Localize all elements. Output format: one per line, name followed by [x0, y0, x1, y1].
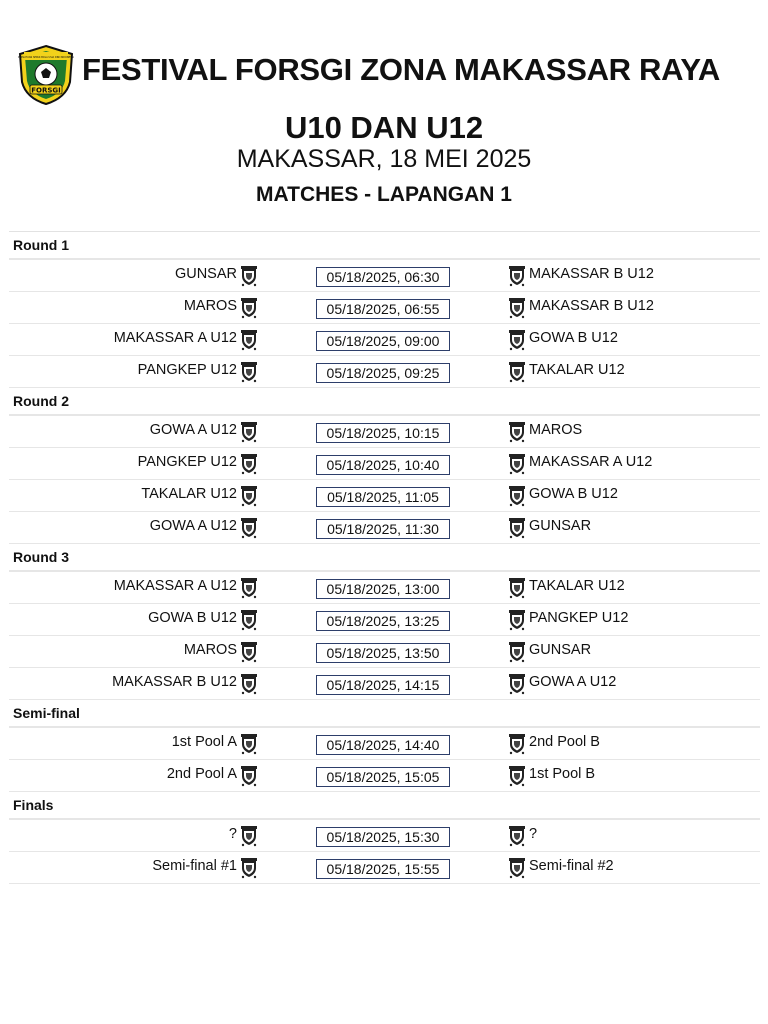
home-team: ? — [228, 826, 237, 842]
team-crest-icon — [239, 825, 259, 847]
home-team: MAROS — [183, 298, 237, 314]
home-team: 2nd Pool A — [166, 766, 237, 782]
team-crest-icon — [239, 577, 259, 599]
away-team: MAKASSAR B U12 — [529, 266, 654, 282]
away-team: GOWA B U12 — [529, 330, 618, 346]
away-team: MAKASSAR A U12 — [529, 454, 653, 470]
home-team: 1st Pool A — [171, 734, 237, 750]
match-row — [9, 416, 760, 448]
match-row — [9, 820, 760, 852]
away-team: GUNSAR — [529, 518, 592, 534]
team-crest-icon — [239, 421, 259, 443]
away-team: TAKALAR U12 — [529, 362, 625, 378]
team-crest-icon — [507, 517, 527, 539]
team-crest-icon — [239, 733, 259, 755]
team-crest-icon — [507, 733, 527, 755]
home-team: PANGKEP U12 — [137, 362, 237, 378]
away-team: GOWA B U12 — [529, 486, 618, 502]
match-row — [9, 448, 760, 480]
team-crest-icon — [239, 361, 259, 383]
match-time: 05/18/2025, 10:40 — [316, 455, 450, 475]
team-crest-icon — [507, 297, 527, 319]
city-date: MAKASSAR, 18 MEI 2025 — [236, 145, 532, 173]
team-crest-icon — [507, 453, 527, 475]
logo-forsgi-text: FORSGI — [31, 86, 61, 95]
match-row — [9, 728, 760, 760]
round-header: Round 1 — [9, 232, 760, 260]
match-row — [9, 572, 760, 604]
team-crest-icon — [239, 673, 259, 695]
document-subtitle: U10 DAN U12 — [284, 110, 484, 145]
match-time: 05/18/2025, 14:15 — [316, 675, 450, 695]
team-crest-icon — [239, 857, 259, 879]
away-team: Semi-final #2 — [529, 858, 614, 874]
match-schedule — [9, 231, 760, 884]
team-crest-icon — [507, 265, 527, 287]
team-crest-icon — [239, 609, 259, 631]
match-time: 05/18/2025, 06:55 — [316, 299, 450, 319]
away-team: ? — [529, 826, 538, 842]
match-row — [9, 760, 760, 792]
document-header — [0, 0, 768, 226]
home-team: PANGKEP U12 — [137, 454, 237, 470]
round-header: Round 2 — [9, 388, 760, 416]
match-time: 05/18/2025, 11:05 — [316, 487, 450, 507]
team-crest-icon — [507, 421, 527, 443]
home-team: GOWA A U12 — [149, 422, 237, 438]
forsgi-logo — [16, 44, 76, 106]
home-team: MAKASSAR B U12 — [112, 674, 237, 690]
match-row — [9, 356, 760, 388]
match-row — [9, 324, 760, 356]
match-time: 05/18/2025, 13:50 — [316, 643, 450, 663]
team-crest-icon — [507, 609, 527, 631]
team-crest-icon — [507, 485, 527, 507]
away-team: GUNSAR — [529, 642, 592, 658]
match-row — [9, 636, 760, 668]
home-team: TAKALAR U12 — [141, 486, 237, 502]
team-crest-icon — [507, 329, 527, 351]
home-team: GUNSAR — [174, 266, 237, 282]
team-crest-icon — [507, 825, 527, 847]
match-time: 05/18/2025, 09:25 — [316, 363, 450, 383]
away-team: TAKALAR U12 — [529, 578, 625, 594]
team-crest-icon — [507, 765, 527, 787]
match-row — [9, 668, 760, 700]
match-row — [9, 260, 760, 292]
home-team: GOWA A U12 — [149, 518, 237, 534]
match-time: 05/18/2025, 09:00 — [316, 331, 450, 351]
round-header: Semi-final — [9, 700, 760, 728]
match-row — [9, 852, 760, 884]
round-header: Finals — [9, 792, 760, 820]
match-row — [9, 604, 760, 636]
matches-title: MATCHES - LAPANGAN 1 — [256, 183, 512, 206]
match-row — [9, 480, 760, 512]
team-crest-icon — [239, 517, 259, 539]
team-crest-icon — [507, 673, 527, 695]
team-crest-icon — [239, 329, 259, 351]
round-header: Round 3 — [9, 544, 760, 572]
team-crest-icon — [507, 361, 527, 383]
team-crest-icon — [239, 641, 259, 663]
match-time: 05/18/2025, 10:15 — [316, 423, 450, 443]
match-time: 05/18/2025, 13:00 — [316, 579, 450, 599]
team-crest-icon — [507, 641, 527, 663]
away-team: MAROS — [529, 422, 583, 438]
match-time: 05/18/2025, 14:40 — [316, 735, 450, 755]
match-time: 05/18/2025, 15:05 — [316, 767, 450, 787]
match-time: 05/18/2025, 15:55 — [316, 859, 450, 879]
team-crest-icon — [239, 453, 259, 475]
team-crest-icon — [239, 765, 259, 787]
home-team: GOWA B U12 — [148, 610, 237, 626]
match-time: 05/18/2025, 13:25 — [316, 611, 450, 631]
away-team: PANGKEP U12 — [529, 610, 629, 626]
logo-top-text: PERSATUAN SEPAK BOLA USIA DINI INDONESIA — [17, 56, 75, 59]
match-row — [9, 292, 760, 324]
away-team: GOWA A U12 — [529, 674, 617, 690]
home-team: MAKASSAR A U12 — [113, 330, 237, 346]
team-crest-icon — [239, 485, 259, 507]
home-team: MAKASSAR A U12 — [113, 578, 237, 594]
match-time: 05/18/2025, 11:30 — [316, 519, 450, 539]
away-team: 2nd Pool B — [529, 734, 600, 750]
team-crest-icon — [239, 265, 259, 287]
home-team: Semi-final #1 — [152, 858, 237, 874]
match-row — [9, 512, 760, 544]
team-crest-icon — [239, 297, 259, 319]
match-time: 05/18/2025, 06:30 — [316, 267, 450, 287]
away-team: 1st Pool B — [529, 766, 596, 782]
team-crest-icon — [507, 857, 527, 879]
away-team: MAKASSAR B U12 — [529, 298, 654, 314]
team-crest-icon — [507, 577, 527, 599]
document-title: FESTIVAL FORSGI ZONA MAKASSAR RAYA — [82, 52, 721, 87]
match-time: 05/18/2025, 15:30 — [316, 827, 450, 847]
home-team: MAROS — [183, 642, 237, 658]
